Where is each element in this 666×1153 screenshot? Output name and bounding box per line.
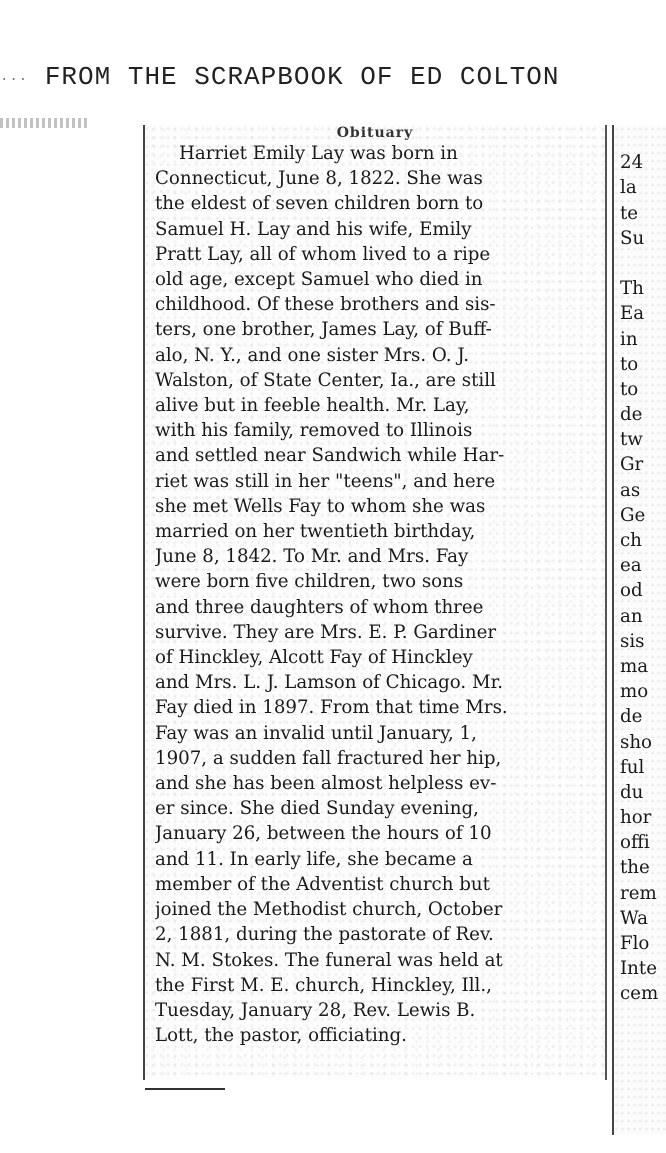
obituary-line: Fay was an invalid until January, 1, — [155, 722, 477, 744]
column-fragment-text: Wa — [620, 907, 648, 929]
column-fragment-text: in — [620, 328, 638, 350]
obituary-line: riet was still in her "teens", and here — [155, 470, 496, 492]
column-fragment-text: an — [620, 605, 643, 627]
obituary-line: Harriet Emily Lay was born in — [179, 143, 458, 164]
obituary-line: the First M. E. church, Hinckley, Ill., — [155, 974, 492, 996]
column-fragment-text: te — [620, 202, 639, 224]
obituary-clipping — [143, 125, 607, 1080]
obituary-line: and 11. In early life, she became a — [155, 848, 473, 870]
column-fragment-text: ea — [620, 555, 642, 577]
column-fragment-text: to — [620, 353, 639, 375]
column-fragment-text: to — [620, 378, 639, 400]
obituary-line: Walston, of State Center, Ia., are still — [155, 369, 496, 391]
column-fragment-text: Th — [620, 278, 644, 300]
column-fragment-text: sho — [620, 731, 652, 753]
obituary-line: Lott, the pastor, officiating. — [155, 1025, 407, 1047]
column-fragment-text: Ge — [620, 504, 646, 526]
column-fragment-text: ful — [620, 756, 645, 778]
obituary-line: June 8, 1842. To Mr. and Mrs. Fay — [155, 546, 469, 568]
obituary-line: were born five children, two sons — [155, 571, 464, 593]
obituary-line: and settled near Sandwich while Har- — [155, 445, 505, 467]
obituary-line: the eldest of seven children born to — [155, 193, 484, 215]
obituary-line: and she has been almost helpless ev- — [155, 773, 497, 795]
column-fragment-text: mo — [620, 681, 649, 703]
obituary-line: survive. They are Mrs. E. P. Gardiner — [155, 621, 497, 643]
column-fragment-text — [614, 251, 666, 276]
column-fragment-text: Ea — [620, 303, 645, 325]
column-fragment-text: Su — [620, 227, 645, 249]
column-fragment-text: sis — [620, 630, 645, 652]
obituary-line: member of the Adventist church but — [155, 873, 490, 895]
header-leader: ... — [0, 69, 29, 86]
obituary-line: er since. She died Sunday evening, — [155, 798, 479, 820]
column-fragment-text: ma — [620, 655, 649, 677]
obituary-line: ters, one brother, James Lay, of Buff- — [155, 319, 492, 341]
print-smudge — [0, 118, 90, 128]
obituary-line: 2, 1881, during the pastorate of Rev. — [155, 924, 494, 946]
obituary-line: with his family, removed to Illinois — [155, 420, 473, 442]
column-fragment-text: la — [620, 177, 637, 199]
header-title: FROM THE SCRAPBOOK OF ED COLTON — [44, 62, 560, 92]
obituary-line: Fay died in 1897. From that time Mrs. — [155, 697, 508, 719]
obituary-line: January 26, between the hours of 10 — [155, 823, 492, 845]
column-fragment-text: the — [620, 857, 650, 879]
obituary-line: N. M. Stokes. The funeral was held at — [155, 949, 503, 971]
obituary-line: Connecticut, June 8, 1822. She was — [155, 168, 483, 190]
obituary-line: childhood. Of these brothers and sis- — [155, 294, 496, 316]
column-fragment-text: od — [620, 580, 643, 602]
column-fragment-text: rem — [620, 882, 657, 904]
obituary-line: joined the Methodist church, October — [155, 899, 503, 921]
column-fragment-text — [614, 125, 666, 150]
scrapbook-header — [0, 62, 666, 102]
end-rule — [145, 1088, 225, 1090]
obituary-line: alo, N. Y., and one sister Mrs. O. J. — [155, 344, 469, 366]
column-fragment-text: du — [620, 781, 644, 803]
column-fragment-text: 24 — [620, 152, 644, 174]
obituary-line: old age, except Samuel who died in — [155, 269, 483, 291]
obituary-line: Samuel H. Lay and his wife, Emily — [155, 218, 472, 240]
column-fragment-text: de — [620, 404, 643, 426]
obituary-line: she met Wells Fay to whom she was — [155, 495, 486, 517]
column-fragment-text: hor — [620, 807, 652, 829]
column-fragment-text: as — [620, 479, 641, 501]
obituary-line: Tuesday, January 28, Rev. Lewis B. — [155, 999, 476, 1021]
column-fragment-text: de — [620, 706, 643, 728]
column-fragment-text: tw — [620, 429, 643, 451]
column-fragment-text: Flo — [620, 933, 650, 954]
column-fragment-text: Gr — [620, 454, 644, 476]
obituary-line: alive but in feeble health. Mr. Lay, — [155, 395, 470, 417]
column-fragment-text: cem — [620, 983, 659, 1005]
column-fragment-text: offi — [620, 832, 650, 854]
obituary-line: 1907, a sudden fall fractured her hip, — [155, 747, 502, 769]
column-fragment-text: ch — [620, 530, 642, 551]
obituary-line: and three daughters of whom three — [155, 596, 484, 618]
adjacent-column-fragment — [612, 125, 666, 1135]
obituary-body — [155, 141, 595, 1048]
obituary-heading: Obituary — [336, 125, 414, 141]
obituary-line: married on her twentieth birthday, — [155, 521, 476, 543]
obituary-line: and Mrs. L. J. Lamson of Chicago. Mr. — [155, 672, 504, 694]
obituary-line: Pratt Lay, all of whom lived to a ripe — [155, 243, 491, 265]
column-fragment-text: Inte — [620, 958, 657, 980]
obituary-line: of Hinckley, Alcott Fay of Hinckley — [155, 647, 473, 669]
